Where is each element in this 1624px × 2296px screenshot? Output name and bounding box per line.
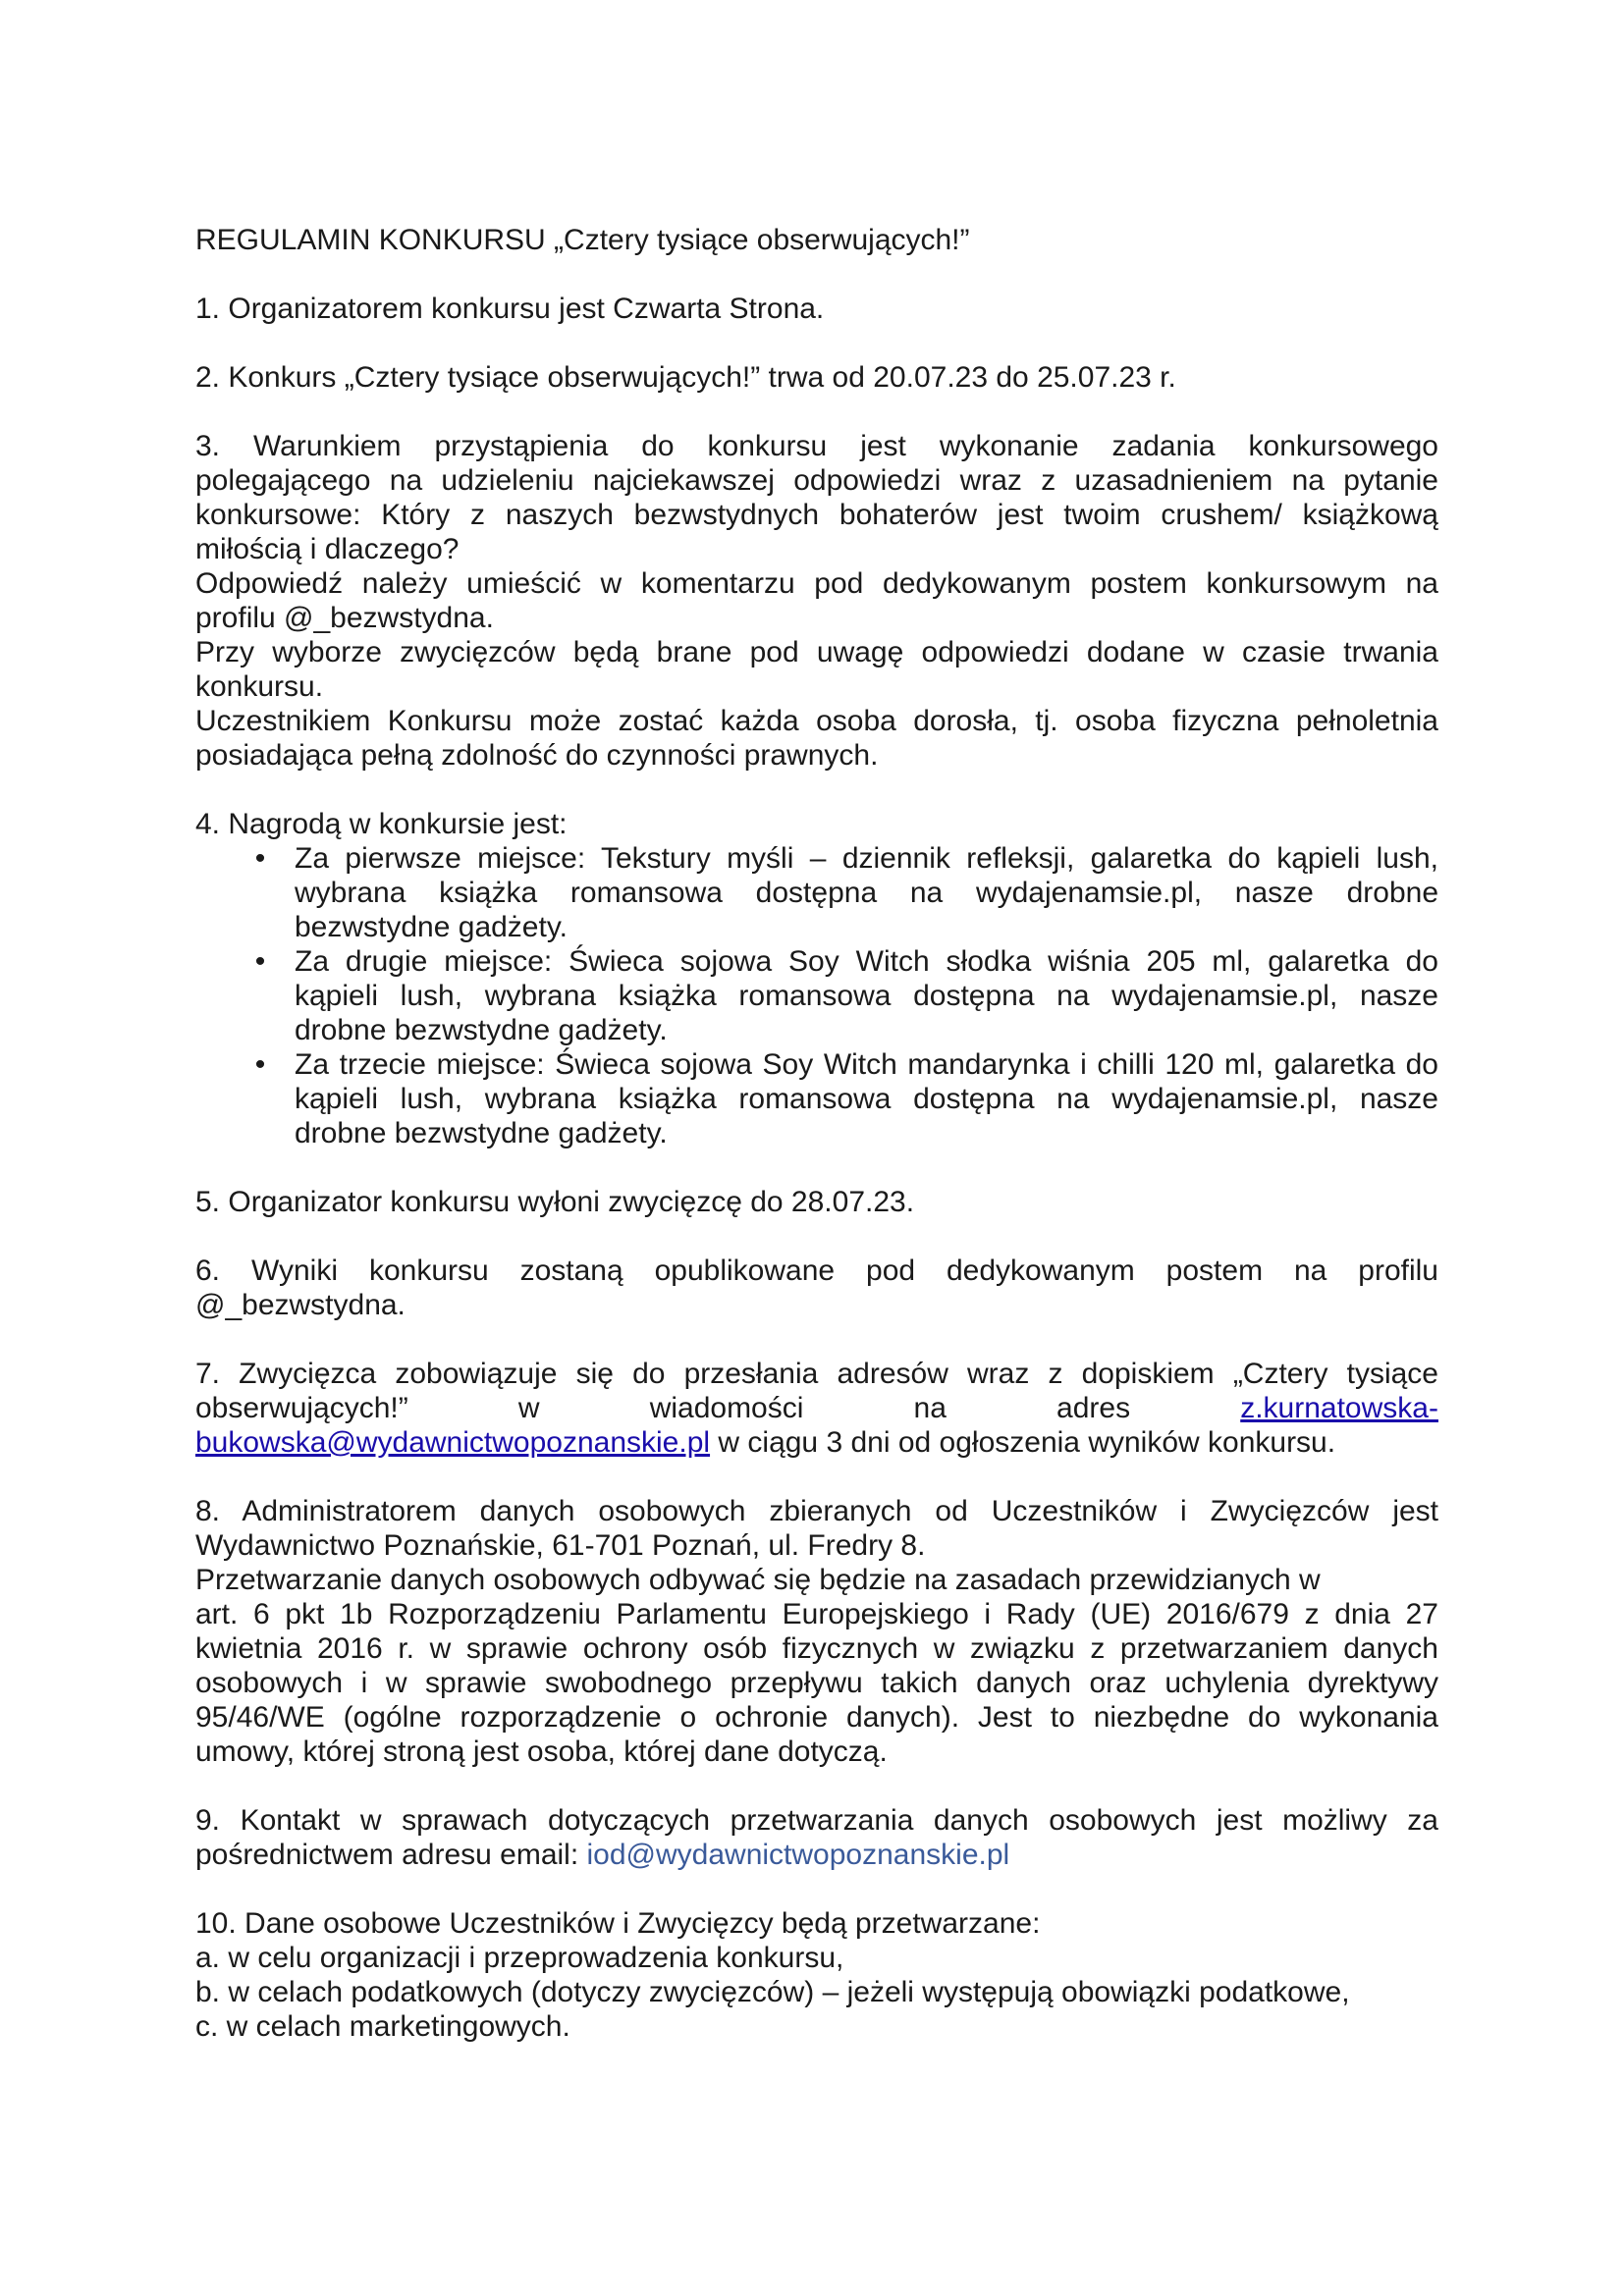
iod-email-link[interactable]: iod@wydawnictwopoznanskie.pl	[586, 1839, 1010, 1871]
word: adres	[1056, 1392, 1131, 1424]
section-8-line: 95/46/WE (ogólne rozporządzenie o ochronie danych). Jest to niezbędne do wykonania	[195, 1701, 1438, 1734]
prize-line: Za trzecie miejsce: Świeca sojowa Soy Witch mandarynka i chilli 120 ml, galaretka do	[295, 1048, 1438, 1081]
word: obserwujących!”	[195, 1392, 408, 1424]
section-8-line: 8. Administratorem danych osobowych zbieranych od Uczestników i Zwycięzców jest	[195, 1495, 1438, 1527]
section-7-line-rest: w ciągu 3 dni od ogłoszenia wyników konkursu.	[710, 1426, 1336, 1459]
word: wiadomości	[649, 1392, 804, 1424]
prize-line: drobne bezwstydne gadżety.	[295, 1117, 668, 1149]
contest-email-link-part2[interactable]: bukowska@wydawnictwopoznanskie.pl	[195, 1426, 711, 1459]
document-title: REGULAMIN KONKURSU „Cztery tysiące obserwujących!”	[195, 224, 970, 256]
section-10-item-b: b. w celach podatkowych (dotyczy zwycięzców) – jeżeli występują obowiązki podatkowe,	[195, 1976, 1350, 2008]
section-3	[195, 429, 1438, 773]
section-9-line: 9. Kontakt w sprawach dotyczących przetwarzania danych osobowych jest możliwy za	[195, 1804, 1438, 1837]
section-8-line: Przetwarzanie danych osobowych odbywać się będzie na zasadach przewidzianych w	[195, 1564, 1321, 1596]
section-8-line: art. 6 pkt 1b Rozporządzeniu Parlamentu Europejskiego i Rady (UE) 2016/679 z dnia 27	[195, 1598, 1438, 1630]
section-8-line: Wydawnictwo Poznańskie, 61-701 Poznań, ul. Fredry 8.	[195, 1529, 926, 1562]
prize-line: bezwstydne gadżety.	[295, 911, 568, 943]
section-9-prefix: pośrednictwem adresu email:	[195, 1839, 587, 1871]
contest-email-link-part1[interactable]: z.kurnatowska-	[1240, 1392, 1438, 1424]
word: w	[517, 1392, 540, 1424]
section-10-item-c: c. w celach marketingowych.	[195, 2010, 570, 2043]
section-3-line: Przy wyborze zwycięzców będą brane pod uwagę odpowiedzi dodane w czasie trwania	[195, 636, 1438, 668]
section-10	[195, 1906, 1438, 2044]
section-8	[195, 1494, 1438, 1769]
section-3-line: polegającego na udzieleniu najciekawszej odpowiedzi wraz z uzasadnieniem na pytanie	[195, 464, 1438, 497]
section-8-line: osobowych i w sprawie swobodnego przepływu takich danych oraz uchylenia dyrektywy	[195, 1667, 1438, 1699]
prize-item-third	[195, 1047, 1438, 1150]
prize-line: wybrana książka romansowa dostępna na wydajenamsie.pl, nasze drobne	[295, 877, 1438, 909]
word: na	[913, 1392, 947, 1424]
section-6-line: @_bezwstydna.	[195, 1289, 406, 1321]
section-7	[195, 1357, 1438, 1460]
bullet-icon: •	[254, 945, 266, 978]
section-8-line: kwietnia 2016 r. w sprawie ochrony osób fizycznych w związku z przetwarzaniem danych	[195, 1632, 1438, 1665]
section-3-line: 3. Warunkiem przystąpienia do konkursu jest wykonanie zadania konkursowego	[195, 430, 1438, 462]
bullet-icon: •	[254, 842, 266, 875]
section-3-line: Uczestnikiem Konkursu może zostać każda osoba dorosła, tj. osoba fizyczna pełnoletnia	[195, 705, 1438, 737]
section-9	[195, 1803, 1438, 1872]
prize-line: kąpieli lush, wybrana książka romansowa dostępna na wydajenamsie.pl, nasze	[295, 980, 1438, 1012]
prize-item-second	[195, 944, 1438, 1047]
document-page	[195, 223, 1438, 2044]
section-7-line	[195, 1425, 1438, 1460]
prize-line: Za pierwsze miejsce: Tekstury myśli – dziennik refleksji, galaretka do kąpieli lush,	[295, 842, 1438, 875]
section-6	[195, 1254, 1438, 1322]
section-5: 5. Organizator konkursu wyłoni zwycięzcę do 28.07.23.	[195, 1186, 915, 1218]
section-10-heading: 10. Dane osobowe Uczestników i Zwycięzcy będą przetwarzane:	[195, 1907, 1041, 1940]
bullet-icon: •	[254, 1048, 266, 1081]
section-1: 1. Organizatorem konkursu jest Czwarta Strona.	[195, 293, 825, 325]
section-7-line: 7. Zwycięzca zobowiązuje się do przesłania adresów wraz z dopiskiem „Cztery tysiące	[195, 1358, 1438, 1390]
section-3-line: Odpowiedź należy umieścić w komentarzu pod dedykowanym postem konkursowym na	[195, 567, 1438, 600]
section-3-line: posiadająca pełną zdolność do czynności prawnych.	[195, 739, 879, 772]
section-7-line	[195, 1391, 1438, 1425]
section-3-line: konkursu.	[195, 670, 324, 703]
section-3-line: konkursowe: Który z naszych bezwstydnych bohaterów jest twoim crushem/ książkową	[195, 499, 1438, 531]
prize-item-first	[195, 841, 1438, 944]
prize-line: drobne bezwstydne gadżety.	[295, 1014, 668, 1046]
section-10-item-a: a. w celu organizacji i przeprowadzenia konkursu,	[195, 1942, 844, 1974]
section-2: 2. Konkurs „Cztery tysiące obserwujących!” trwa od 20.07.23 do 25.07.23 r.	[195, 361, 1176, 394]
section-9-line	[195, 1838, 1438, 1872]
section-6-line: 6. Wyniki konkursu zostaną opublikowane pod dedykowanym postem na profilu	[195, 1255, 1438, 1287]
prize-line: Za drugie miejsce: Świeca sojowa Soy Witch słodka wiśnia 205 ml, galaretka do	[295, 945, 1438, 978]
section-3-line: miłością i dlaczego?	[195, 533, 460, 565]
section-4	[195, 807, 1438, 1150]
prize-line: kąpieli lush, wybrana książka romansowa dostępna na wydajenamsie.pl, nasze	[295, 1083, 1438, 1115]
section-3-line: profilu @_bezwstydna.	[195, 602, 494, 634]
section-4-heading: 4. Nagrodą w konkursie jest:	[195, 808, 568, 840]
section-8-line: umowy, której stroną jest osoba, której dane dotyczą.	[195, 1735, 888, 1768]
